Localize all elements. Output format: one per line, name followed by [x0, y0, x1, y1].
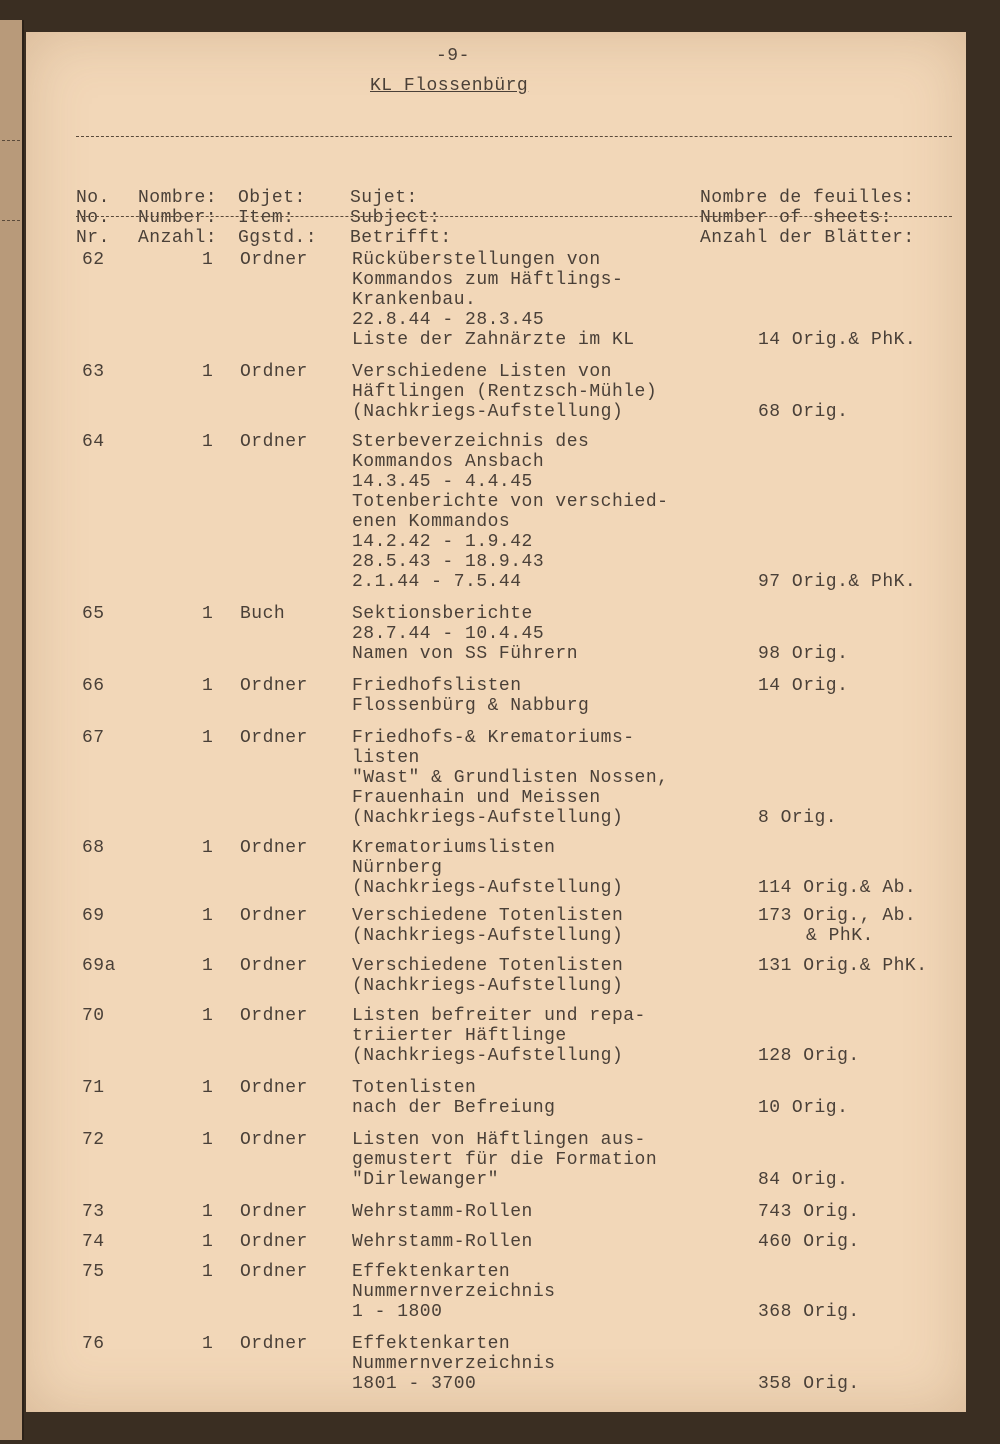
row-subject — [352, 250, 635, 350]
subject-line: Häftlingen (Rentzsch-Mühle) — [352, 382, 658, 402]
subject-line: Kommandos Ansbach — [352, 452, 545, 472]
row-number: 75 — [82, 1262, 105, 1282]
row-object: Ordner — [240, 1262, 308, 1282]
subject-line: Friedhofs-& Krematoriums- — [352, 728, 635, 748]
subject-line: 1801 - 3700 — [352, 1374, 477, 1394]
row-count: 1 — [202, 1262, 214, 1282]
subject-line: Verschiedene Totenlisten — [352, 956, 624, 976]
facing-page-edge — [0, 20, 24, 1440]
row-object: Ordner — [240, 1334, 308, 1354]
subject-line: 14.3.45 - 4.4.45 — [352, 472, 533, 492]
sheets-line: 8 Orig. — [758, 808, 838, 828]
row-sheets — [758, 676, 848, 696]
row-number: 68 — [82, 838, 105, 858]
row-object: Ordner — [240, 728, 308, 748]
row-count: 1 — [202, 728, 214, 748]
row-object: Ordner — [240, 1078, 308, 1098]
row-number: 73 — [82, 1202, 105, 1222]
row-number: 62 — [82, 250, 105, 270]
row-sheets — [758, 1202, 860, 1222]
row-number: 70 — [82, 1006, 105, 1026]
row-count: 1 — [202, 956, 214, 976]
subject-line: 22.8.44 - 28.3.45 — [352, 310, 545, 330]
row-object: Buch — [240, 604, 286, 624]
sheets-line: 114 Orig.& Ab. — [758, 878, 917, 898]
sheets-line: 14 Orig.& PhK. — [758, 330, 917, 350]
subject-line: enen Kommandos — [352, 512, 511, 532]
subject-line: Namen von SS Führern — [352, 644, 579, 664]
header-top-rule — [76, 136, 952, 137]
subject-line: Effektenkarten — [352, 1262, 511, 1282]
row-subject — [352, 676, 589, 716]
subject-line: Kommandos zum Häftlings- — [352, 270, 624, 290]
row-object: Ordner — [240, 1006, 308, 1026]
subject-line: "Wast" & Grundlisten Nossen, — [352, 768, 669, 788]
row-sheets — [758, 330, 916, 350]
subject-line: (Nachkriegs-Aufstellung) — [352, 926, 624, 946]
sheets-line: 10 Orig. — [758, 1098, 849, 1118]
subject-line: Verschiedene Totenlisten — [352, 906, 624, 926]
row-subject — [352, 604, 578, 664]
subject-line: (Nachkriegs-Aufstellung) — [352, 808, 624, 828]
row-sheets — [758, 808, 837, 828]
row-subject — [352, 1334, 555, 1394]
subject-line: Effektenkarten — [352, 1334, 511, 1354]
subject-line: 28.7.44 - 10.4.45 — [352, 624, 545, 644]
header-object: Objet: Item: Ggstd.: — [238, 188, 318, 248]
subject-line: 1 - 1800 — [352, 1302, 443, 1322]
sheets-line: 131 Orig.& PhK. — [758, 956, 928, 976]
header-subject: Sujet: Subject: Betrifft: — [350, 188, 452, 248]
row-count: 1 — [202, 432, 214, 452]
row-number: 69 — [82, 906, 105, 926]
subject-line: gemustert für die Formation — [352, 1150, 658, 1170]
sheets-line: 84 Orig. — [758, 1170, 849, 1190]
subject-line: Frauenhain und Meissen — [352, 788, 601, 808]
row-count: 1 — [202, 1202, 214, 1222]
subject-line: (Nachkriegs-Aufstellung) — [352, 402, 624, 422]
row-count: 1 — [202, 1078, 214, 1098]
subject-line: Wehrstamm-Rollen — [352, 1202, 533, 1222]
page-number: -9- — [436, 46, 470, 66]
row-count: 1 — [202, 1006, 214, 1026]
row-subject — [352, 432, 668, 592]
sheets-line: 97 Orig.& PhK. — [758, 572, 917, 592]
row-subject — [352, 1130, 657, 1190]
row-sheets — [758, 1302, 860, 1322]
row-subject — [352, 838, 623, 898]
subject-line: Listen von Häftlingen aus- — [352, 1130, 646, 1150]
subject-line: Verschiedene Listen von — [352, 362, 612, 382]
header-bottom-rule — [76, 216, 952, 217]
row-number: 66 — [82, 676, 105, 696]
row-subject — [352, 1006, 646, 1066]
subject-line: Sterbeverzeichnis des — [352, 432, 590, 452]
row-count: 1 — [202, 838, 214, 858]
row-count: 1 — [202, 906, 214, 926]
row-number: 67 — [82, 728, 105, 748]
row-sheets — [758, 956, 928, 976]
sheets-line: 173 Orig., Ab. — [758, 906, 917, 926]
row-subject — [352, 1262, 555, 1322]
row-subject — [352, 728, 668, 828]
subject-line: (Nachkriegs-Aufstellung) — [352, 976, 624, 996]
row-count: 1 — [202, 1130, 214, 1150]
row-sheets — [758, 644, 848, 664]
sheets-line: 368 Orig. — [758, 1302, 860, 1322]
row-sheets — [758, 878, 916, 898]
sheets-line: 14 Orig. — [758, 676, 849, 696]
row-number: 63 — [82, 362, 105, 382]
subject-line: listen — [352, 748, 420, 768]
row-number: 74 — [82, 1232, 105, 1252]
row-number: 65 — [82, 604, 105, 624]
subject-line: 28.5.43 - 18.9.43 — [352, 552, 545, 572]
row-sheets — [758, 402, 848, 422]
header-no: No. No. Nr. — [76, 188, 110, 248]
subject-line: (Nachkriegs-Aufstellung) — [352, 1046, 624, 1066]
row-subject — [352, 1232, 533, 1252]
subject-line: Totenberichte von verschied- — [352, 492, 669, 512]
row-sheets — [758, 1170, 848, 1190]
row-count: 1 — [202, 1232, 214, 1252]
subject-line: 2.1.44 - 7.5.44 — [352, 572, 522, 592]
sheets-line: 358 Orig. — [758, 1374, 860, 1394]
row-count: 1 — [202, 676, 214, 696]
row-count: 1 — [202, 604, 214, 624]
row-subject — [352, 1202, 533, 1222]
subject-line: 14.2.42 - 1.9.42 — [352, 532, 533, 552]
sheets-line: 743 Orig. — [758, 1202, 860, 1222]
row-sheets — [758, 572, 916, 592]
subject-line: nach der Befreiung — [352, 1098, 556, 1118]
row-object: Ordner — [240, 838, 308, 858]
sheets-line: 68 Orig. — [758, 402, 849, 422]
row-object: Ordner — [240, 1130, 308, 1150]
row-subject — [352, 362, 657, 422]
sheets-line: 460 Orig. — [758, 1232, 860, 1252]
row-subject — [352, 906, 623, 946]
subject-line: Totenlisten — [352, 1078, 477, 1098]
row-object: Ordner — [240, 1202, 308, 1222]
row-object: Ordner — [240, 432, 308, 452]
row-sheets — [758, 1046, 860, 1066]
subject-line: Nummernverzeichnis — [352, 1354, 556, 1374]
subject-line: Flossenbürg & Nabburg — [352, 696, 590, 716]
row-sheets — [758, 906, 916, 946]
subject-line: Krankenbau. — [352, 290, 477, 310]
row-number: 69a — [82, 956, 116, 976]
sheets-line: 128 Orig. — [758, 1046, 860, 1066]
row-object: Ordner — [240, 956, 308, 976]
row-number: 71 — [82, 1078, 105, 1098]
row-count: 1 — [202, 1334, 214, 1354]
row-number: 64 — [82, 432, 105, 452]
row-sheets — [758, 1374, 860, 1394]
row-object: Ordner — [240, 362, 308, 382]
header-sheets: Nombre de feuilles: Number of sheets: Anzahl der Blätter: — [700, 188, 915, 248]
subject-line: Listen befreiter und repa- — [352, 1006, 646, 1026]
row-object: Ordner — [240, 676, 308, 696]
subject-line: Sektionsberichte — [352, 604, 533, 624]
row-object: Ordner — [240, 1232, 308, 1252]
subject-line: Friedhofslisten — [352, 676, 522, 696]
header-count: Nombre: Number: Anzahl: — [138, 188, 218, 248]
row-object: Ordner — [240, 250, 308, 270]
row-subject — [352, 1078, 555, 1118]
row-sheets — [758, 1232, 860, 1252]
row-number: 72 — [82, 1130, 105, 1150]
sheets-line: & PhK. — [806, 926, 874, 946]
subject-line: Rücküberstellungen von — [352, 250, 601, 270]
row-number: 76 — [82, 1334, 105, 1354]
subject-line: Nummernverzeichnis — [352, 1282, 556, 1302]
row-count: 1 — [202, 250, 214, 270]
subject-line: Liste der Zahnärzte im KL — [352, 330, 635, 350]
subject-line: Nürnberg — [352, 858, 443, 878]
subject-line: (Nachkriegs-Aufstellung) — [352, 878, 624, 898]
row-object: Ordner — [240, 906, 308, 926]
subject-line: Wehrstamm-Rollen — [352, 1232, 533, 1252]
document-page — [26, 32, 966, 1412]
row-sheets — [758, 1098, 848, 1118]
subject-line: Krematoriumslisten — [352, 838, 556, 858]
row-subject — [352, 956, 623, 996]
subject-line: "Dirlewanger" — [352, 1170, 499, 1190]
subject-line: triierter Häftlinge — [352, 1026, 567, 1046]
sheets-line: 98 Orig. — [758, 644, 849, 664]
page-title: KL Flossenbürg — [370, 76, 529, 96]
row-count: 1 — [202, 362, 214, 382]
